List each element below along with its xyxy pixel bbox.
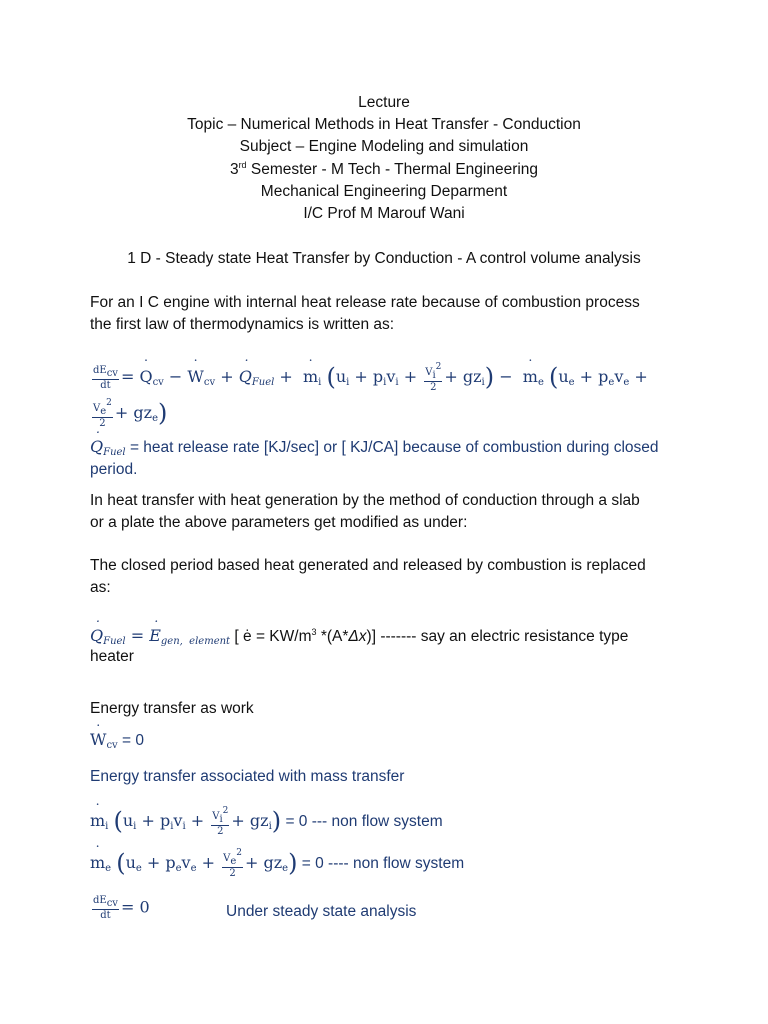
- closed-period-line-1: The closed period based heat generated and released by combustion is replaced: [90, 557, 646, 574]
- first-law-equation-line-1: $\frac{dE_{cv}}{dt}$ = ˙ $Q_{cv}$ − ˙ $W_{cv}$ + ˙ $Q_{Fuel}$ + ˙ $m_i$ ($u_i + p_iv_i$ + $\frac{V_i^2}{2}$ + $gz_i$) − ˙ $m_e$ ($u_e + p_ev_e$ +: [90, 362, 648, 393]
- first-law-equation-line-2: $\frac{V_e^2}{2}$ + $gz_e$): [93, 398, 168, 429]
- intro-line-2: the first law of thermodynamics is written as:: [90, 316, 395, 333]
- work-equation: ˙ $W_{cv} = 0$: [90, 729, 144, 757]
- qfuel-definition-line-2: period.: [90, 461, 138, 478]
- header-lecture: Lecture: [358, 94, 410, 111]
- conduction-line-2: or a plate the above parameters get modified as under:: [90, 514, 468, 531]
- header-subject: Subject – Engine Modeling and simulation: [239, 138, 529, 155]
- conduction-line-1: In heat transfer with heat generation by the method of conduction through a slab: [90, 492, 640, 509]
- egen-equation-line: ˙ $Q_{Fuel}$ = ˙ $E_{gen, element}$ [ ė = $KW/m^3$ *(A*Δx)] ------- say an electric resistance type: [90, 621, 628, 653]
- header-topic: Topic – Numerical Methods in Heat Transfer - Conduction: [187, 116, 581, 133]
- egen-line-2: heater: [90, 648, 134, 665]
- header-semester: 3rd Semester - M Tech - Thermal Engineering: [229, 160, 539, 178]
- qfuel-definition-line-1: ˙ $Q_{Fuel}$ = heat release rate [KJ/sec] or [ KJ/CA] because of combustion during closed: [90, 436, 659, 464]
- inlet-mass-equation: ˙ $m_i$ ($u_i + p_iv_i$ + $\frac{V_i^2}{2}$ + $gz_i) = 0$ --- non flow system: [90, 806, 443, 837]
- exit-mass-equation: ˙ $m_e$ ($u_e + p_ev_e$ + $\frac{V_e^2}{2}$ + $gz_e) = 0$ ---- non flow system: [90, 848, 464, 879]
- section-heading: 1 D - Steady state Heat Transfer by Conduction - A control volume analysis: [127, 250, 641, 267]
- closed-period-line-2: as:: [90, 579, 111, 596]
- mass-transfer-label: Energy transfer associated with mass transfer: [90, 768, 405, 785]
- steady-state-note: Under steady state analysis: [226, 903, 417, 920]
- work-label: Energy transfer as work: [90, 700, 254, 717]
- steady-state-equation: $\frac{dE_{cv}}{dt}$ = 0: [93, 895, 150, 921]
- header-instructor: I/C Prof M Marouf Wani: [303, 205, 465, 222]
- header-department: Mechanical Engineering Deparment: [260, 183, 508, 200]
- intro-line-1: For an I C engine with internal heat release rate because of combustion process: [90, 294, 640, 311]
